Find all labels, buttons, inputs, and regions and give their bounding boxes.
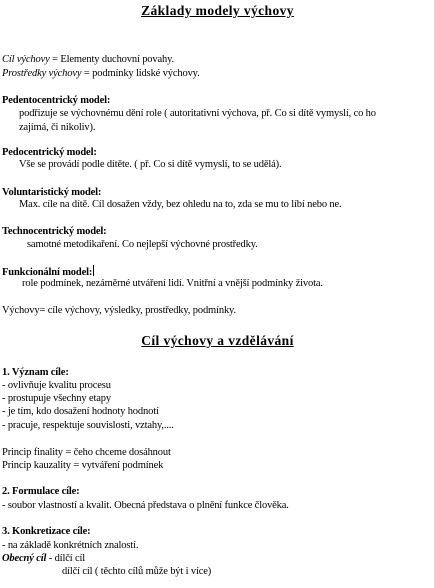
model-2-text: Vše se provádí podle dítěte. ( př. Co si dítě vymyslí, to se udělá). xyxy=(19,159,282,170)
model-5-text: role podmínek, nezáměrné utváření lidí. Vnitřní a vnější podmínky života. xyxy=(22,278,323,289)
model-4-heading: Technocentrický model: xyxy=(2,226,107,237)
definition-means-term: Prostředky výchovy xyxy=(2,68,82,79)
model-5-heading xyxy=(2,265,94,279)
definition-goal-term: Cíl výchovy xyxy=(2,54,50,65)
general-goal-text: - dílčí cíl xyxy=(46,553,86,564)
principle-finality: Princip finality = čeho chceme dosáhnout xyxy=(2,447,171,458)
section-2-heading: 2. Formulace cíle: xyxy=(2,486,80,497)
model-1-text-line-2: zajímá, či nikoliv). xyxy=(19,122,96,133)
section-3-text-line-2 xyxy=(2,553,85,565)
definition-goal xyxy=(2,54,174,66)
section-3-text-line-1: - na základě konkrétních znalostí. xyxy=(2,540,139,551)
section-3-text-line-3: dílčí cíl ( těchto cílů může být i více) xyxy=(62,566,212,577)
model-1-heading: Pedentocentrický model: xyxy=(2,95,111,106)
main-title: Základy modely výchovy xyxy=(141,3,294,18)
definition-means xyxy=(2,68,200,80)
model-1-text-line-1: podřizuje se výchovnému dění role ( autoritativní výchova, př. Co si dítě vymyslí, co ho xyxy=(19,108,376,119)
section-title: Cíl výchovy a vzdělávání xyxy=(141,333,294,348)
section-3-heading: 3. Konkretizace cíle: xyxy=(2,526,91,537)
definition-means-text: = podmínky lidské výchovy. xyxy=(81,68,200,79)
definition-goal-text: = Elementy duchovní povahy. xyxy=(49,54,175,65)
summary-line: Výchovy= cíle výchovy, výsledky, prostředky, podmínky. xyxy=(2,305,236,316)
principle-causality: Princip kauzality = vytváření podmínek xyxy=(2,460,164,471)
text-cursor xyxy=(93,265,94,276)
list-item: - pracuje, respektuje souvislosti, vztahy,.... xyxy=(2,420,174,431)
model-4-text: samotné metodikaření. Co nejlepší výchovné prostředky. xyxy=(27,239,258,250)
model-3-heading: Voluntaristický model: xyxy=(2,187,102,198)
list-item: - ovlivňuje kvalitu procesu xyxy=(2,380,111,391)
section-1-heading: 1. Význam cíle: xyxy=(2,367,69,378)
model-3-text: Max. cíle na dítě. Cíl dosažen vždy, bez ohledu na to, zda se mu to líbí nebo ne. xyxy=(19,199,342,210)
list-item: - prostupuje všechny etapy xyxy=(2,393,111,404)
model-2-heading: Pedocentrický model: xyxy=(2,147,97,158)
model-5-heading-text: Funkcionální model: xyxy=(2,267,93,278)
list-item: - je tím, kdo dosažení hodnoty hodnotí xyxy=(2,406,159,417)
general-goal-term: Obecný cíl xyxy=(2,553,47,564)
section-2-text: - soubor vlastností a kvalit. Obecná představa o plnění funkce člověka. xyxy=(2,500,289,511)
